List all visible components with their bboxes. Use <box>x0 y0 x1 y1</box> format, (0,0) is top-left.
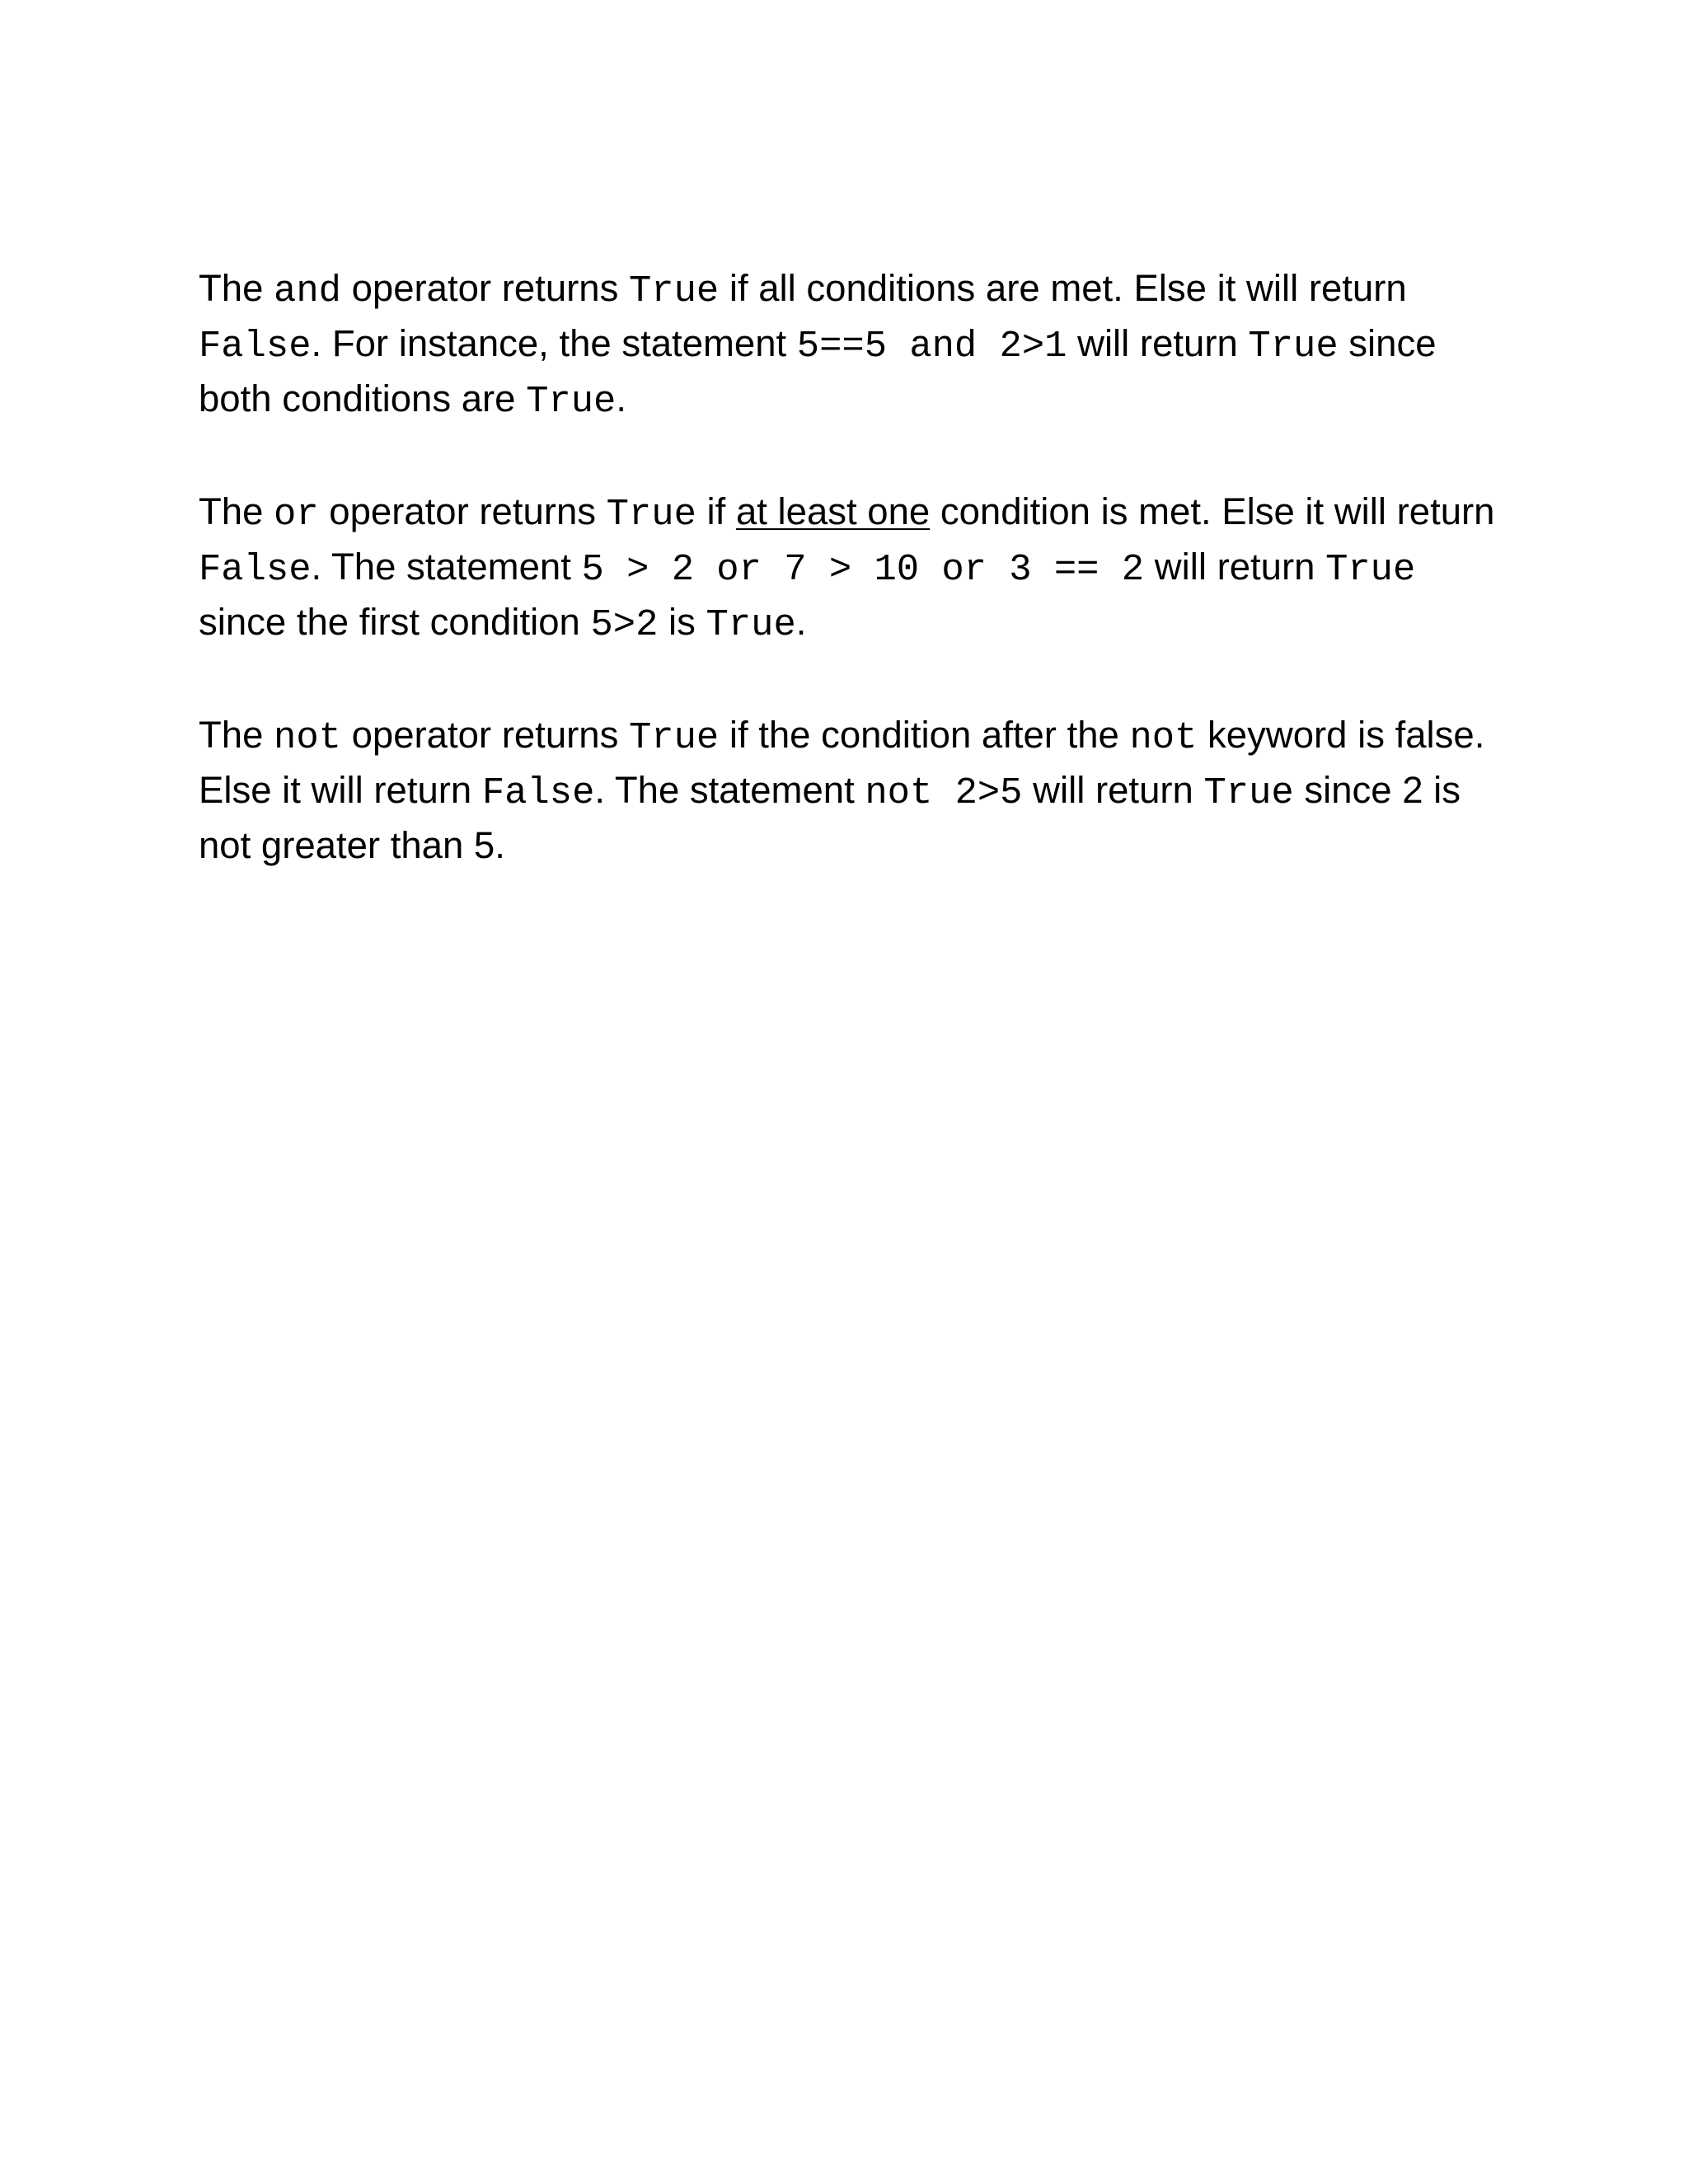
text-run: will return <box>1022 769 1204 811</box>
text-run: operator returns <box>340 267 629 309</box>
paragraph-and-operator <box>199 262 1501 428</box>
inline-code: 5>2 <box>590 603 659 646</box>
text-run: keyword is false. Else it will return <box>199 714 1485 811</box>
text-run: since 2 is not greater than 5. <box>199 769 1461 866</box>
text-run: operator returns <box>318 490 607 532</box>
paragraph-not-operator <box>199 709 1501 871</box>
text-run: operator returns <box>340 714 629 756</box>
text-run: . The statement <box>594 769 865 811</box>
inline-code: not <box>1129 716 1198 759</box>
text-run: . <box>616 377 627 419</box>
text-run: . <box>795 601 807 643</box>
document-body <box>199 262 1501 929</box>
inline-code: True <box>628 269 720 312</box>
underlined-text: at least one <box>735 490 931 532</box>
inline-code: False <box>199 325 312 368</box>
text-run: if all conditions are met. Else it will return <box>719 267 1407 309</box>
text-run: . For instance, the statement <box>311 322 797 364</box>
inline-code: 5==5 and 2>1 <box>796 325 1067 368</box>
inline-code: True <box>606 493 696 536</box>
inline-code: True <box>1248 325 1339 368</box>
text-run: will return <box>1067 322 1249 364</box>
text-run: The <box>199 714 274 756</box>
paragraph-or-operator <box>199 485 1501 651</box>
inline-code: False <box>199 548 312 591</box>
inline-code: True <box>526 380 617 423</box>
inline-code: not 2>5 <box>865 771 1023 814</box>
inline-code: and <box>274 269 341 312</box>
text-run: is <box>658 601 706 643</box>
text-run: . The statement <box>311 546 582 588</box>
text-run: if the condition after the <box>719 714 1130 756</box>
text-run: if <box>696 490 736 532</box>
text-run: will return <box>1144 546 1326 588</box>
inline-code: True <box>1325 548 1416 591</box>
inline-code: or <box>274 493 319 536</box>
text-run: The <box>199 267 274 309</box>
inline-code: 5 > 2 or 7 > 10 or 3 == 2 <box>581 548 1145 591</box>
text-run: condition is met. Else it will return <box>930 490 1495 532</box>
text-run: since the first condition <box>199 601 591 643</box>
inline-code: True <box>628 716 720 759</box>
inline-code: True <box>706 603 796 646</box>
text-run: since both conditions are <box>199 322 1437 419</box>
inline-code: False <box>481 771 595 814</box>
inline-code: True <box>1203 771 1294 814</box>
text-run: The <box>199 490 274 532</box>
inline-code: not <box>274 716 341 759</box>
